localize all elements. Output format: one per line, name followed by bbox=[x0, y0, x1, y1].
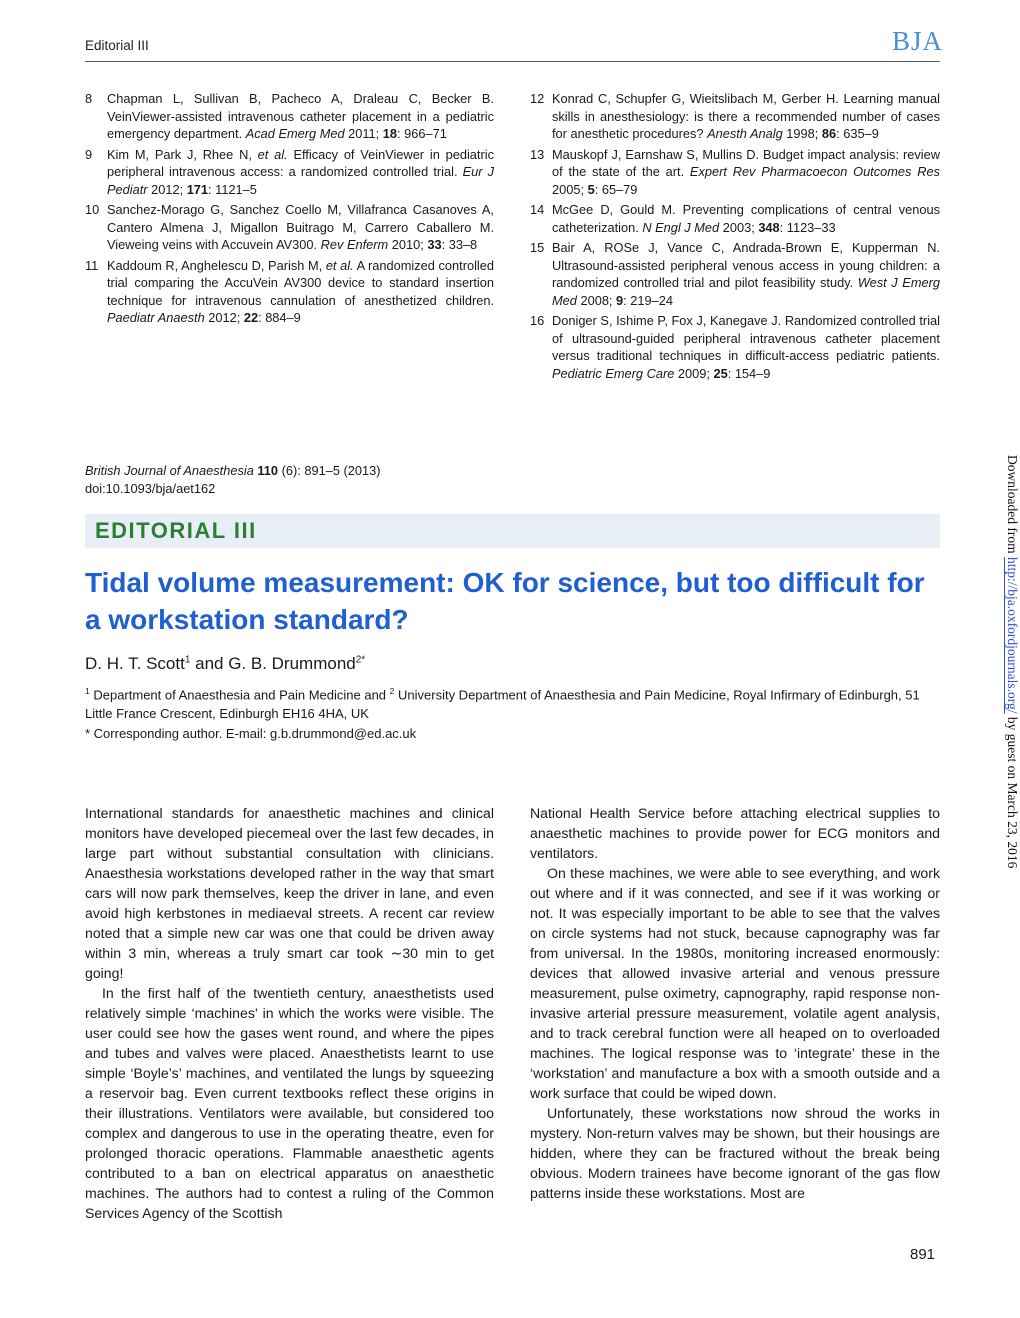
reference-year: 2008; bbox=[576, 292, 617, 308]
reference-etal: et al. bbox=[325, 257, 354, 273]
reference-year: 2003; bbox=[719, 219, 759, 235]
reference-number: 15 bbox=[530, 240, 545, 255]
reference-year: 2010; bbox=[388, 237, 428, 252]
reference-text: Kaddoum R, Anghelescu D, Parish M, bbox=[107, 257, 326, 273]
page-number: 891 bbox=[910, 1246, 936, 1263]
reference-text: Efficacy of VeinViewer in pediatric peripheral intravenous access: a randomized controlled trial. bbox=[107, 146, 494, 179]
reference-number: 9 bbox=[85, 146, 93, 162]
author-affiliation-mark: 2* bbox=[355, 654, 366, 666]
affiliations bbox=[85, 682, 945, 723]
reference-item bbox=[530, 146, 940, 199]
reference-journal: Anesth Analg bbox=[707, 126, 783, 141]
reference-text: Chapman L, Sullivan B, Pacheco A, Draleau C, Becker B. VeinViewer-assisted intravenous catheter placement in a pediatric emergency department. bbox=[107, 91, 494, 141]
affiliation-text: Department of Anaesthesia and Pain Medicine and bbox=[89, 687, 390, 703]
reference-item bbox=[530, 201, 940, 236]
reference-pages: : 219–24 bbox=[623, 292, 673, 308]
reference-pages: : 635–9 bbox=[836, 126, 879, 141]
reference-year: 2012; bbox=[204, 310, 244, 325]
reference-item bbox=[530, 90, 940, 143]
reference-number: 12 bbox=[530, 91, 545, 106]
reference-year: 2012; bbox=[147, 181, 187, 197]
reference-volume: 25 bbox=[713, 365, 728, 381]
reference-pages: : 884–9 bbox=[258, 310, 301, 325]
reference-journal: N Engl J Med bbox=[642, 219, 720, 235]
affiliation-text: University Department of Anaesthesia and Pain Medicine, Royal Infirmary of Edinburgh, 51 Little France Crescent, Edinburgh EH16 4HA, UK bbox=[85, 687, 920, 722]
reference-number: 11 bbox=[85, 257, 99, 273]
reference-text: Mauskopf J, Earnshaw S, Mullins D. Budget impact analysis: review of the state of the art. bbox=[552, 146, 940, 179]
reference-volume: 33 bbox=[427, 237, 442, 252]
reference-journal: Pediatric Emerg Care bbox=[552, 365, 675, 381]
reference-journal: Rev Enferm bbox=[320, 237, 389, 252]
reference-text: A randomized controlled trial comparing the AccuVein AV300 device to standard insertion technique for intravenous cannulation of anesthetized children. bbox=[107, 257, 495, 308]
reference-etal: et al. bbox=[257, 146, 288, 162]
reference-item bbox=[530, 239, 940, 309]
section-label: EDITORIAL III bbox=[95, 518, 257, 543]
article-title: Tidal volume measurement: OK for science, but too difficult for a workstation standard? bbox=[85, 567, 925, 635]
citation-doi[interactable]: doi:10.1093/bja/aet162 bbox=[85, 481, 216, 496]
reference-text: McGee D, Gould M. Preventing complications of central venous catheterization. bbox=[552, 202, 940, 235]
reference-item bbox=[85, 146, 494, 199]
reference-volume: 18 bbox=[382, 126, 398, 141]
body-left-column bbox=[85, 803, 494, 1223]
reference-text: Konrad C, Schupfer G, Wieitslibach M, Gerber H. Learning manual skills in anesthesiology: is there a recommended number of cases for anesthetic procedures? bbox=[552, 91, 940, 141]
citation-journal: British Journal of Anaesthesia bbox=[85, 463, 254, 478]
reference-volume: 5 bbox=[587, 181, 595, 197]
affiliation-mark: 2 bbox=[389, 686, 395, 696]
body-paragraph: On these machines, we were able to see everything, and work out where and if it was connected, and see if it was working or not. It was especially important to be able to see that the valves on circle systems had not stuck, because capnography was far from universal. In the 1980s, monitoring increased enormously: devices that allowed invasive arterial and venous pressure measurement, pulse oximetry, capnography, rapid response non-invasive arterial pressure measurement, volatile agent analysis, and to track cerebral function were all heaped on to overloaded machines. The logical response was to ‘integrate’ these in the ‘workstation’ and manufacture a box with a smooth outside and a work surface that could be wiped down. bbox=[530, 865, 940, 1101]
reference-pages: : 966–71 bbox=[397, 126, 447, 141]
reference-text: Kim M, Park J, Rhee N, bbox=[107, 146, 258, 162]
affiliation-mark: 1 bbox=[85, 686, 90, 696]
reference-pages: : 154–9 bbox=[727, 365, 771, 381]
reference-year: 2011; bbox=[344, 126, 383, 141]
header-divider bbox=[85, 61, 940, 62]
reference-journal: West J Emerg Med bbox=[552, 275, 940, 308]
reference-volume: 86 bbox=[821, 126, 837, 141]
author-name: D. H. T. Scott bbox=[85, 654, 185, 673]
reference-item bbox=[530, 312, 940, 382]
reference-text: Bair A, ROSe J, Vance C, Andrada-Brown E, Kupperman N. Ultrasound-assisted peripheral venous access in young children: a randomized controlled trial and pilot feasibility study. bbox=[552, 240, 940, 290]
reference-item bbox=[85, 201, 494, 254]
reference-number: 13 bbox=[530, 146, 545, 162]
reference-pages: : 33–8 bbox=[441, 237, 478, 252]
reference-year: 1998; bbox=[782, 126, 822, 141]
watermark-text: by guest on March 23, 2016 bbox=[1005, 713, 1020, 869]
journal-logo: BJA bbox=[892, 26, 944, 56]
reference-journal: Expert Rev Pharmacoecon Outcomes Res bbox=[689, 164, 940, 179]
reference-number: 10 bbox=[85, 202, 100, 217]
reference-volume: 171 bbox=[186, 181, 209, 197]
author-affiliation-mark: 1 bbox=[184, 654, 191, 666]
citation-volume: 110 bbox=[257, 463, 279, 478]
reference-number: 14 bbox=[530, 202, 545, 217]
reference-journal: Paediatr Anaesth bbox=[107, 310, 205, 325]
body-paragraph: In the first half of the twentieth century, anaesthetists used relatively simple ‘machines’ in which the works were visible. The user could see how the gases went round, and where the pipes and tubes and valves were placed. Anaesthetists learnt to use simple ‘Boyle’s’ machines, and ventilated the lungs by squeezing a reservoir bag. Even current textbooks reflect these origins in their illustrations. Ventilators were available, but considered too complex and dangerous to use in the operating theatre, even for prolonged thoracic operations. Flammable anaesthetic agents contributed to a ban on electrical apparatus on anaesthetic machines. The authors had to contest a ruling of the Common Services Agency of the Scottish bbox=[85, 985, 494, 1221]
body-paragraph: Unfortunately, these workstations now shroud the works in mystery. Non-return valves may be shown, but their housings are hidden, where they can be fractured without the break being obvious. Modern trainees have become ignorant of the gas flow patterns inside these workstations. Most are bbox=[530, 1105, 940, 1201]
references-left-column bbox=[85, 90, 494, 330]
author-list bbox=[85, 654, 365, 674]
watermark-link[interactable]: http://bja.oxfordjournals.org/ bbox=[1005, 556, 1020, 714]
author-conjunction: and bbox=[190, 654, 229, 673]
reference-volume: 348 bbox=[758, 219, 780, 235]
download-watermark bbox=[1000, 455, 1020, 875]
corresponding-author: * Corresponding author. E-mail: g.b.drummond@ed.ac.uk bbox=[85, 726, 417, 741]
reference-volume: 22 bbox=[243, 310, 259, 325]
body-right-column bbox=[530, 803, 940, 1203]
reference-text: Doniger S, Ishime P, Fox J, Kanegave J. Randomized controlled trial of ultrasound-guided peripheral intravenous catheter placement versus traditional techniques in difficult-access pediatric patients. bbox=[552, 313, 940, 363]
reference-pages: : 1123–33 bbox=[779, 219, 836, 235]
citation-line bbox=[85, 462, 381, 480]
reference-pages: : 1121–5 bbox=[208, 181, 257, 197]
reference-text: Sanchez-Morago G, Sanchez Coello M, Villafranca Casanoves A, Cantero Almena J, Migallon Buitrago M, Carrero Caballero M. Vieweing veins with Accuvein AV300. bbox=[107, 202, 494, 252]
author-name: G. B. Drummond bbox=[228, 654, 356, 673]
citation-issue: (6): 891–5 (2013) bbox=[278, 463, 381, 478]
running-header: Editorial III bbox=[85, 38, 149, 53]
article-citation bbox=[85, 462, 381, 498]
body-paragraph: International standards for anaesthetic machines and clinical monitors have developed piecemeal over the last few decades, in large part without substantial consultation with clinicians. Anaesthesia workstations developed rather in the way that smart cars will now park themselves, keep the driver in lane, and even avoid high kerbstones in mediaeval streets. A recent car review noted that a simple new car was one that could be driven away within 3 min, whereas a truly smart car took ∼30 min to get going! bbox=[85, 805, 494, 981]
reference-pages: : 65–79 bbox=[594, 181, 638, 197]
reference-journal: Acad Emerg Med bbox=[245, 126, 345, 141]
reference-volume: 9 bbox=[616, 292, 624, 308]
watermark-text: Downloaded from bbox=[1005, 455, 1020, 557]
reference-year: 2005; bbox=[552, 181, 588, 197]
references-right-column bbox=[530, 90, 940, 385]
reference-number: 16 bbox=[530, 313, 545, 328]
reference-year: 2009; bbox=[674, 365, 714, 381]
reference-item bbox=[85, 90, 494, 143]
body-paragraph: National Health Service before attaching electrical supplies to anaesthetic machines to provide power for ECG monitors and ventilators. bbox=[530, 805, 940, 861]
reference-journal: Eur J Pediatr bbox=[107, 164, 494, 197]
reference-number: 8 bbox=[85, 91, 93, 106]
reference-item bbox=[85, 257, 494, 327]
